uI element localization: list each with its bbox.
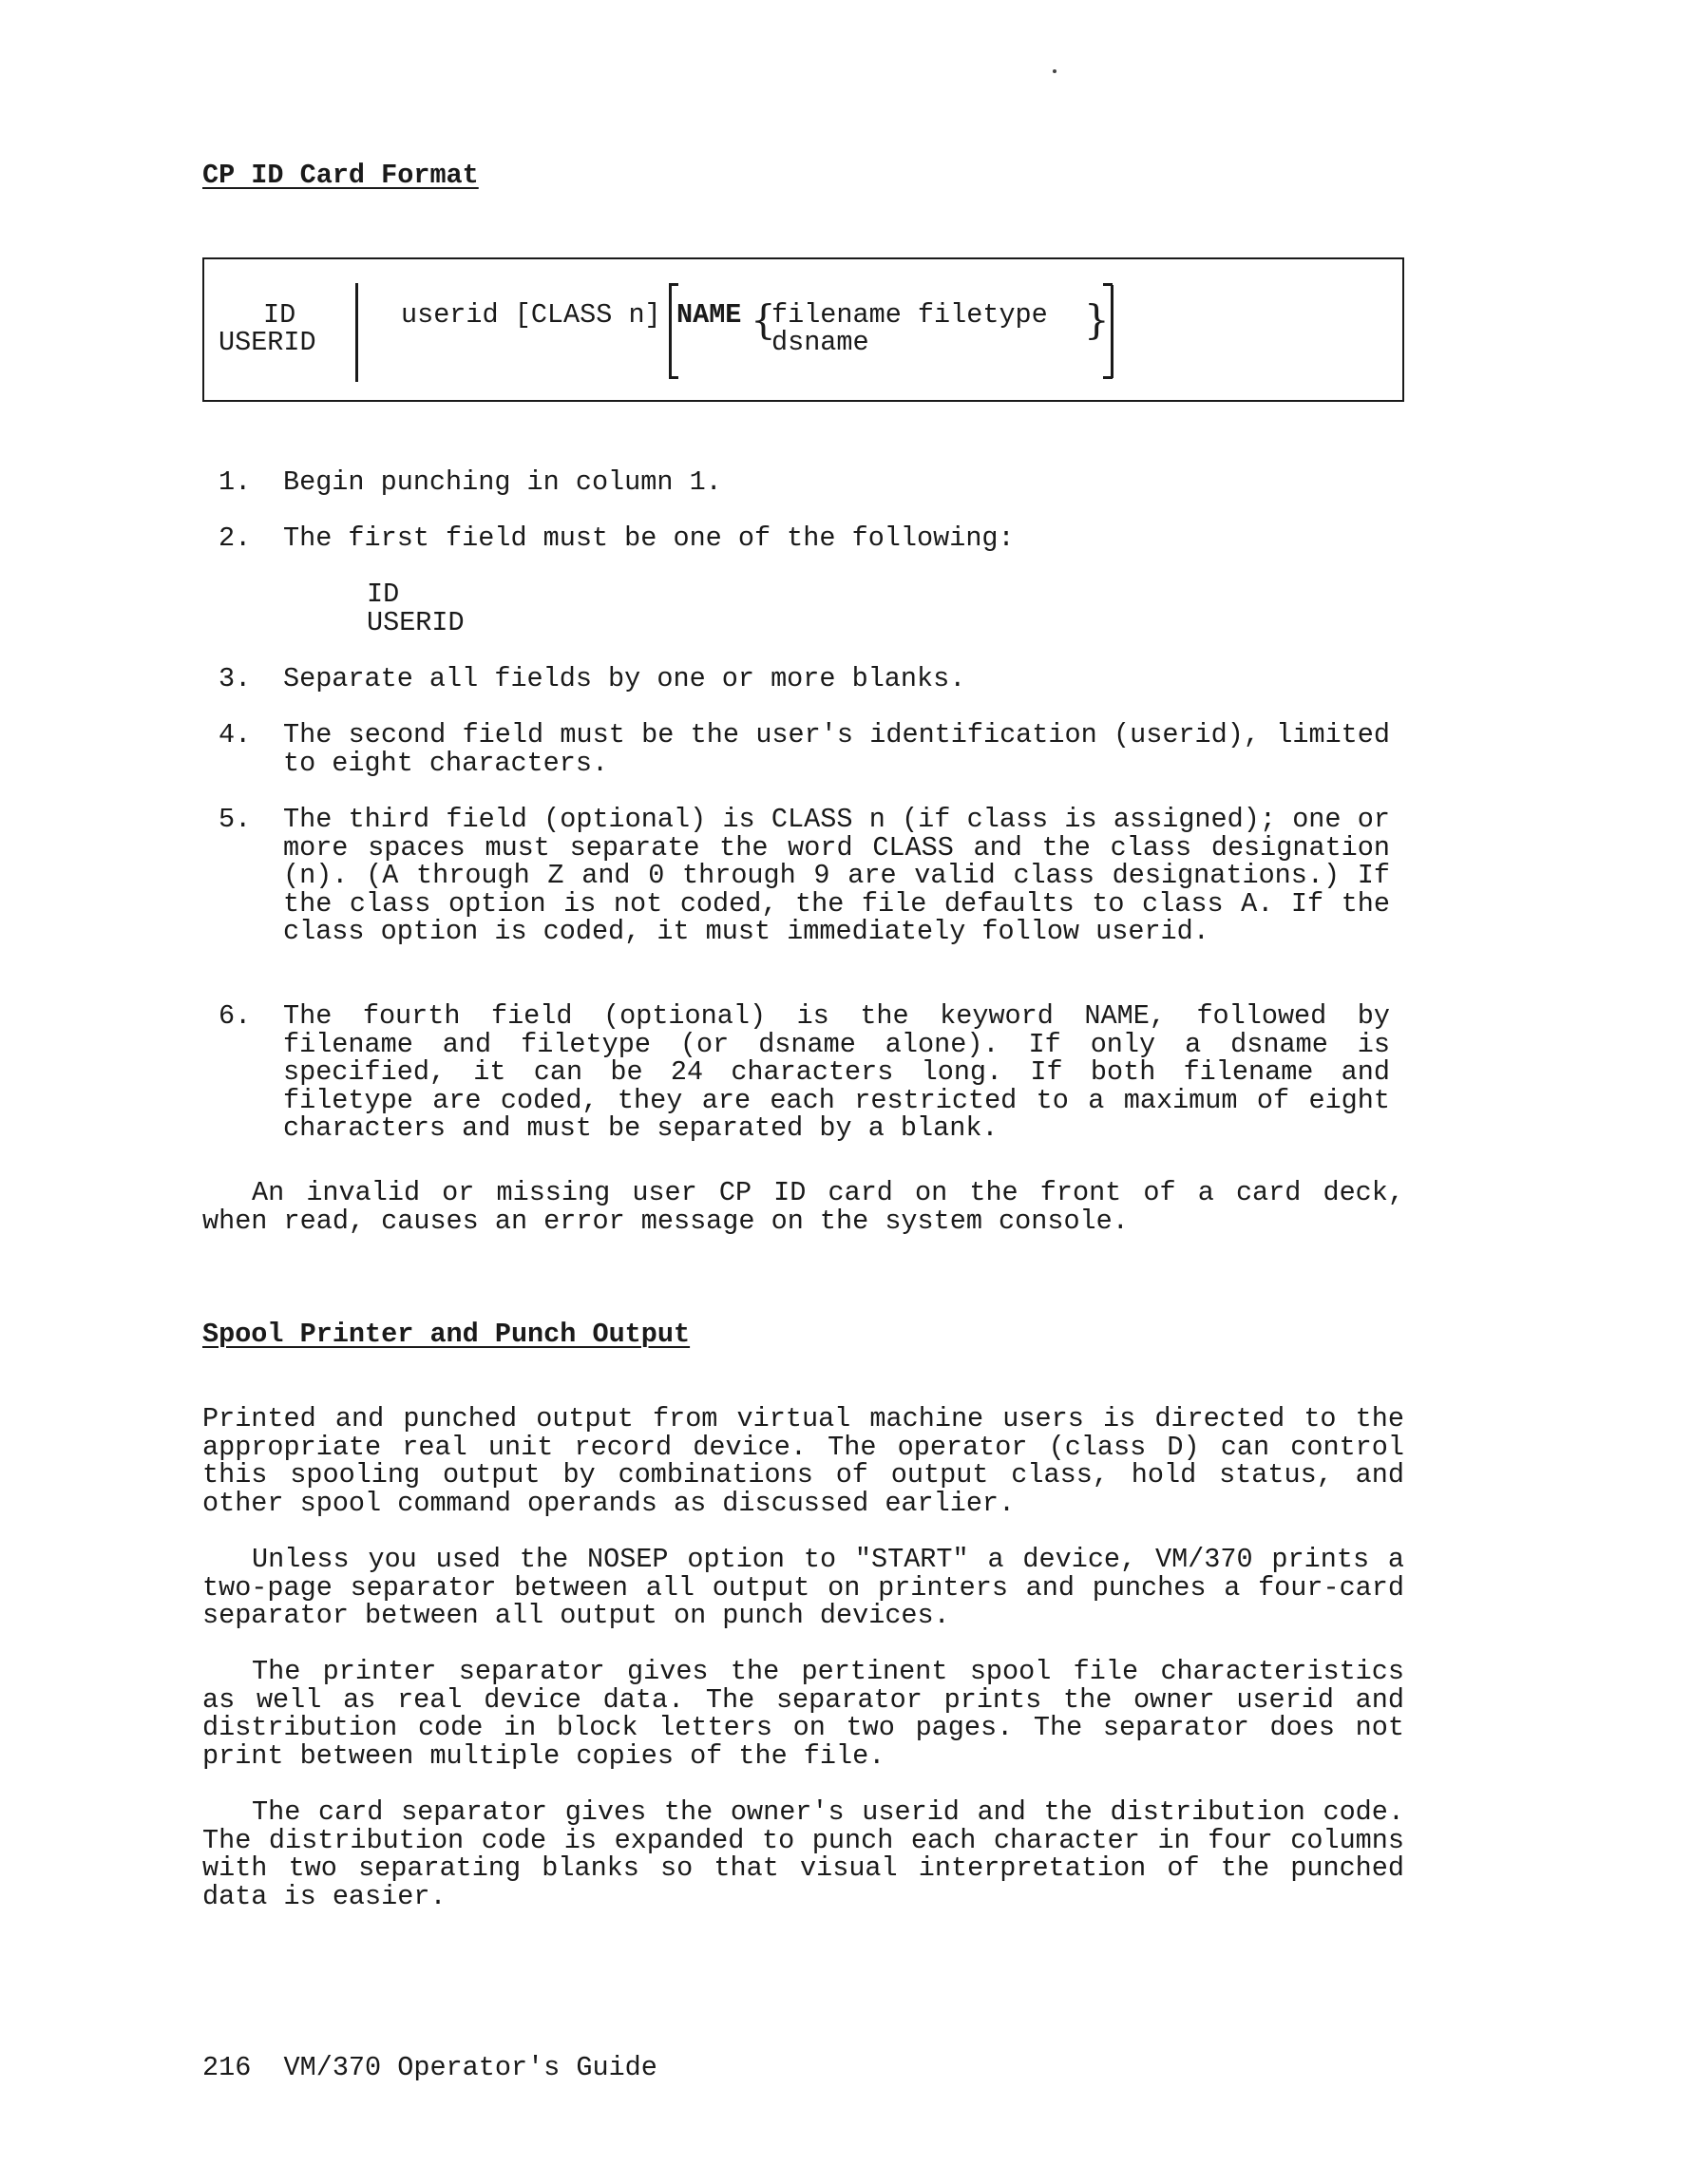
rule-2-option-id: ID — [367, 579, 400, 610]
syntax-filename-filetype: filename filetype — [771, 299, 1048, 331]
spool-paragraph-4: The card separator gives the owner's userid and the distribution code. The distribution code is expanded to punch each character in four columns with two separating blanks so that visual interpretation of the punched data is easier. — [202, 1796, 1404, 1912]
optional-bracket-top-left — [669, 283, 678, 287]
rule-text: Separate all fields by one or more blanks. — [283, 663, 966, 694]
rule-text: The second field must be the user's identification (userid), limited to eight characters. — [283, 719, 1390, 779]
rule-number: 4. — [219, 719, 252, 750]
optional-bracket-left — [669, 285, 672, 378]
section-heading-id-card: CP ID Card Format — [202, 160, 479, 191]
optional-bracket-top-right — [1103, 283, 1113, 287]
page-footer: 216 VM/370 Operator's Guide — [202, 2052, 657, 2083]
rule-text: The fourth field (optional) is the keyword NAME, followed by filename and filetype (or dsname alone). If only a dsname is specified, it can be 24 characters long. If both filename and filetype are coded, they are each restricted to a maximum of eight characters and must be separated by a blank. — [283, 1000, 1390, 1144]
optional-bracket-right — [1111, 285, 1113, 378]
rule-number: 6. — [219, 1000, 252, 1032]
rule-2-option-userid: USERID — [367, 607, 465, 638]
syntax-name-keyword: NAME — [676, 299, 742, 331]
spool-paragraph-1: Printed and punched output from virtual machine users is directed to the appropriate real unit record device. The operator (class D) can control this spooling output by combinations of output class, hold status, and other spool command operands as discussed earlier. — [202, 1403, 1404, 1519]
rule-number: 2. — [219, 522, 252, 554]
invalid-card-paragraph: An invalid or missing user CP ID card on the front of a card deck, when read, causes an error message on the system console. — [202, 1177, 1404, 1237]
spool-paragraph-2: Unless you used the NOSEP option to "START" a device, VM/370 prints a two-page separator between all output on printers and punches a four-card separator between all output on punch devices. — [202, 1544, 1404, 1631]
spool-paragraph-3: The printer separator gives the pertinent spool file characteristics as well as real device data. The separator prints the owner userid and distribution code in block letters on two pages. The separator does not print between multiple copies of the file. — [202, 1656, 1404, 1772]
syntax-userid-keyword: USERID — [219, 327, 316, 358]
stray-mark — [1053, 69, 1056, 73]
syntax-id: ID — [263, 299, 296, 331]
rule-text: The first field must be one of the following: — [283, 522, 1015, 554]
syntax-userid-class: userid [CLASS n] — [401, 299, 661, 331]
rule-number: 1. — [219, 466, 252, 498]
optional-bracket-bottom-right — [1103, 376, 1113, 380]
syntax-divider — [355, 283, 358, 382]
syntax-dsname: dsname — [771, 327, 869, 358]
rule-number: 3. — [219, 663, 252, 694]
section-heading-spool: Spool Printer and Punch Output — [202, 1319, 691, 1350]
rule-number: 5. — [219, 804, 252, 835]
rule-text: The third field (optional) is CLASS n (if class is assigned); one or more spaces must separate the word CLASS and the class designation (n). (A through Z and 0 through 9 are valid class designations.) If the class option is not coded, the file defaults to class A. If the class option is coded, it must immediately follow userid. — [283, 804, 1390, 947]
optional-bracket-bottom-left — [669, 376, 678, 380]
rule-text: Begin punching in column 1. — [283, 466, 722, 498]
choice-brace-right: } — [1084, 296, 1110, 343]
choice-brace-left: { — [751, 296, 776, 343]
